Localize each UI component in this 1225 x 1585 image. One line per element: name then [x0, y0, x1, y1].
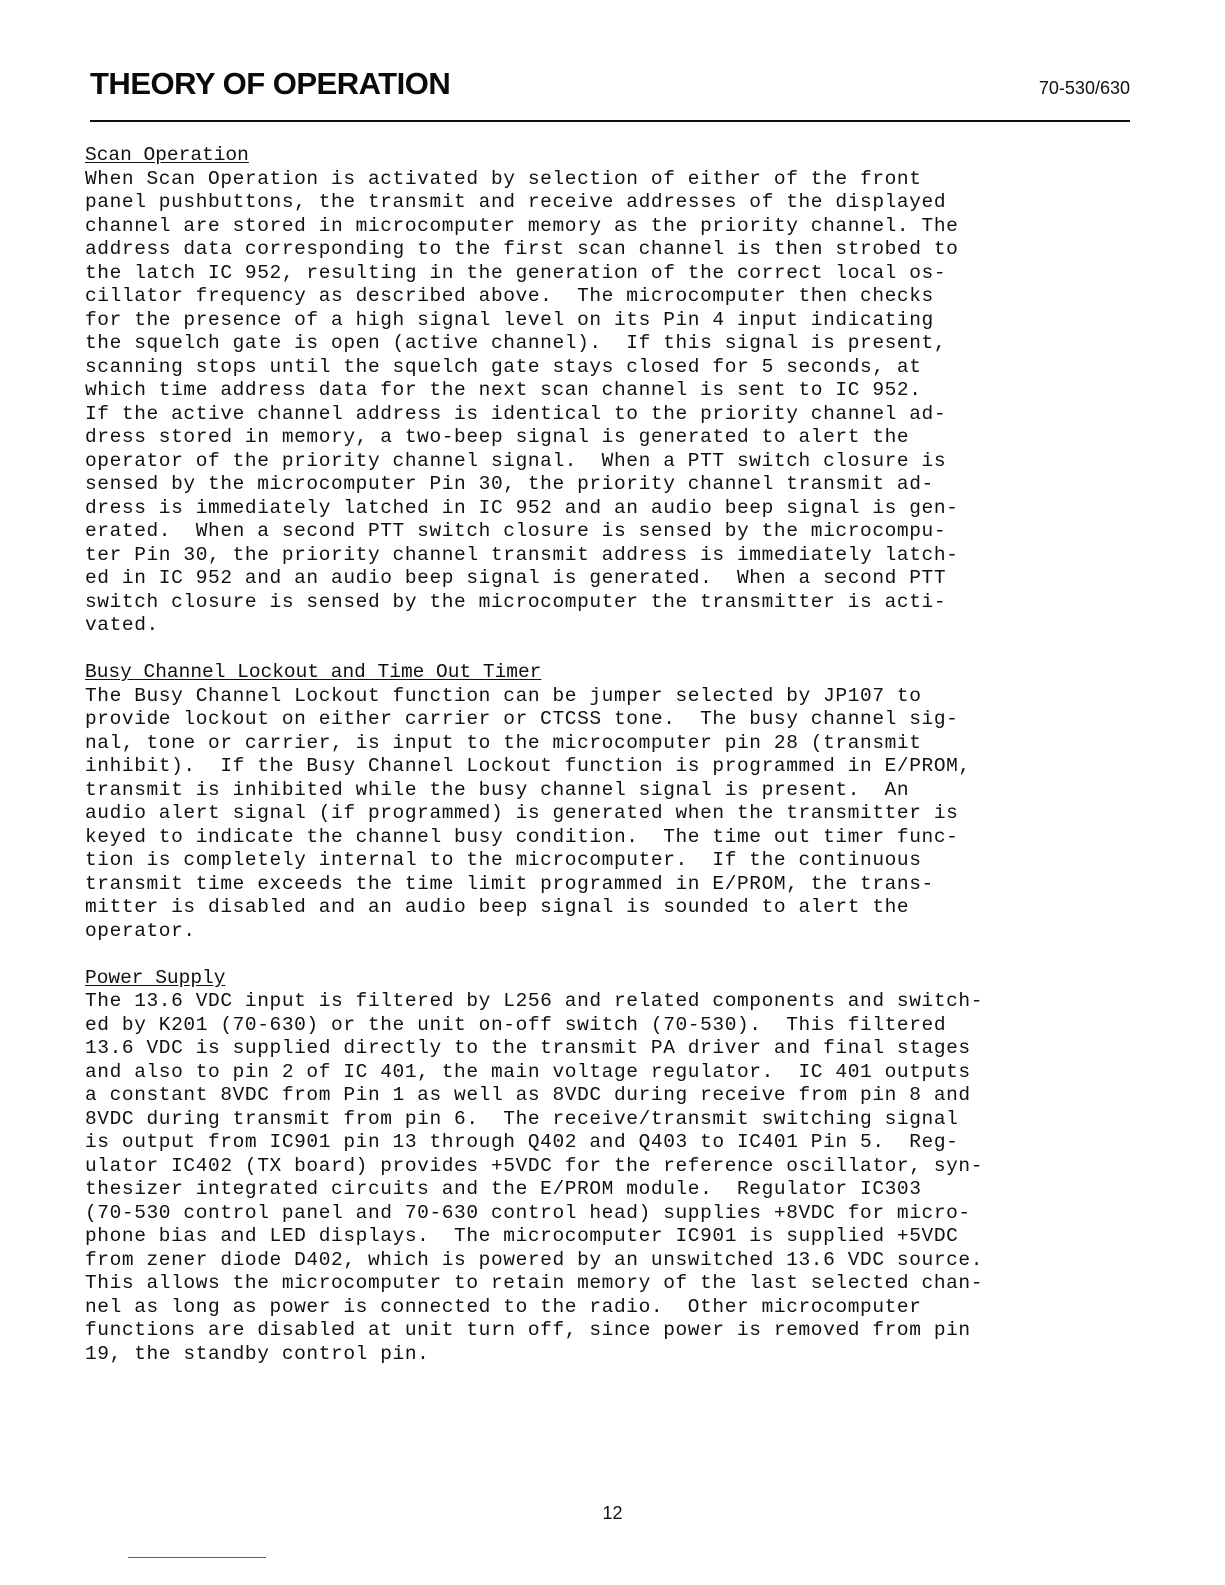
paragraph-line: which time address data for the next scan channel is sent to IC 952. [85, 379, 922, 401]
paragraph-line: audio alert signal (if programmed) is generated when the transmitter is [85, 802, 959, 824]
paragraph-line: ed by K201 (70-630) or the unit on-off switch (70-530). This filtered [85, 1013, 947, 1036]
footer-rule [128, 1557, 266, 1558]
paragraph-line: operator. [85, 919, 196, 942]
paragraph-line: dress is immediately latched in IC 952 and an audio beep signal is gen- [85, 496, 959, 519]
paragraph-line: ed in IC 952 and an audio beep signal is generated. When a second PTT [85, 567, 947, 589]
paragraph-line: 19, the standby control pin. [85, 1342, 430, 1365]
paragraph-line: nel as long as power is connected to the radio. Other microcomputer [85, 1295, 922, 1318]
paragraph-line: the squelch gate is open (active channel). If this signal is present, [85, 332, 947, 354]
paragraph-line: the latch IC 952, resulting in the generation of the correct local os- [85, 261, 947, 284]
paragraph-line: transmit time exceeds the time limit programmed in E/PROM, the trans- [85, 872, 934, 895]
paragraph-line: This allows the microcomputer to retain memory of the last selected chan- [85, 1272, 984, 1294]
paragraph-line: 13.6 VDC is supplied directly to the transmit PA driver and final stages [85, 1037, 971, 1059]
paragraph-line: sensed by the microcomputer Pin 30, the priority channel transmit ad- [85, 473, 934, 495]
paragraph-line: dress stored in memory, a two-beep signal is generated to alert the [85, 426, 910, 448]
paragraph-line: from zener diode D402, which is powered by an unswitched 13.6 VDC source. [85, 1248, 984, 1271]
paragraph-line: address data corresponding to the first scan channel is then strobed to [85, 238, 959, 260]
paragraph-line: The 13.6 VDC input is filtered by L256 and related components and switch- [85, 990, 984, 1012]
paragraph-line: transmit is inhibited while the busy channel signal is present. An [85, 778, 910, 801]
section-busy-channel-lockout [85, 661, 1145, 943]
paragraph-line: operator of the priority channel signal. When a PTT switch closure is [85, 449, 947, 472]
paragraph-line: mitter is disabled and an audio beep signal is sounded to alert the [85, 896, 910, 918]
paragraph-line: (70-530 control panel and 70-630 control head) supplies +8VDC for micro- [85, 1201, 971, 1224]
paragraph-line: provide lockout on either carrier or CTCSS tone. The busy channel sig- [85, 708, 959, 730]
page-header [90, 66, 1130, 120]
paragraph-line: is output from IC901 pin 13 through Q402 and Q403 to IC401 Pin 5. Reg- [85, 1131, 959, 1153]
paragraph-line: scanning stops until the squelch gate stays closed for 5 seconds, at [85, 355, 922, 378]
paragraph-line: nal, tone or carrier, is input to the microcomputer pin 28 (transmit [85, 731, 922, 754]
paragraph-line: The Busy Channel Lockout function can be jumper selected by JP107 to [85, 684, 922, 707]
paragraph-line: and also to pin 2 of IC 401, the main voltage regulator. IC 401 outputs [85, 1060, 971, 1083]
paragraph-line: cillator frequency as described above. The microcomputer then checks [85, 285, 934, 307]
paragraph-line: inhibit). If the Busy Channel Lockout function is programmed in E/PROM, [85, 755, 971, 777]
paragraph-line: ter Pin 30, the priority channel transmit address is immediately latch- [85, 543, 959, 566]
paragraph-line: keyed to indicate the channel busy condition. The time out timer func- [85, 825, 959, 848]
section-scan-operation [85, 144, 1145, 638]
paragraph-line: panel pushbuttons, the transmit and receive addresses of the displayed [85, 191, 947, 213]
paragraph-line: tion is completely internal to the microcomputer. If the continuous [85, 849, 922, 871]
paragraph-line: When Scan Operation is activated by selection of either of the front [85, 167, 922, 190]
section-heading: Power Supply [85, 966, 226, 989]
page-number: 12 [602, 1503, 623, 1523]
paragraph-line: 8VDC during transmit from pin 6. The receive/transmit switching signal [85, 1107, 959, 1130]
document-body [85, 144, 1145, 1390]
paragraph-line: If the active channel address is identical to the priority channel ad- [85, 402, 947, 425]
paragraph-line: thesizer integrated circuits and the E/PROM module. Regulator IC303 [85, 1178, 922, 1200]
page-title: THEORY OF OPERATION [90, 66, 451, 101]
paragraph-line: channel are stored in microcomputer memory as the priority channel. The [85, 214, 959, 237]
paragraph-line: functions are disabled at unit turn off, since power is removed from pin [85, 1319, 971, 1341]
section-power-supply [85, 967, 1145, 1367]
paragraph-line: ulator IC402 (TX board) provides +5VDC for the reference oscillator, syn- [85, 1154, 984, 1177]
paragraph-line: erated. When a second PTT switch closure is sensed by the microcompu- [85, 520, 947, 542]
paragraph-line: for the presence of a high signal level on its Pin 4 input indicating [85, 308, 934, 331]
paragraph-line: vated. [85, 614, 159, 636]
model-number: 70-530/630 [1038, 78, 1130, 98]
section-heading: Busy Channel Lockout and Time Out Timer [85, 661, 542, 683]
header-divider [90, 120, 1130, 122]
paragraph-line: a constant 8VDC from Pin 1 as well as 8VDC during receive from pin 8 and [85, 1084, 971, 1106]
paragraph-line: phone bias and LED displays. The microcomputer IC901 is supplied +5VDC [85, 1225, 959, 1247]
paragraph-line: switch closure is sensed by the microcomputer the transmitter is acti- [85, 590, 947, 613]
section-heading: Scan Operation [85, 144, 249, 166]
